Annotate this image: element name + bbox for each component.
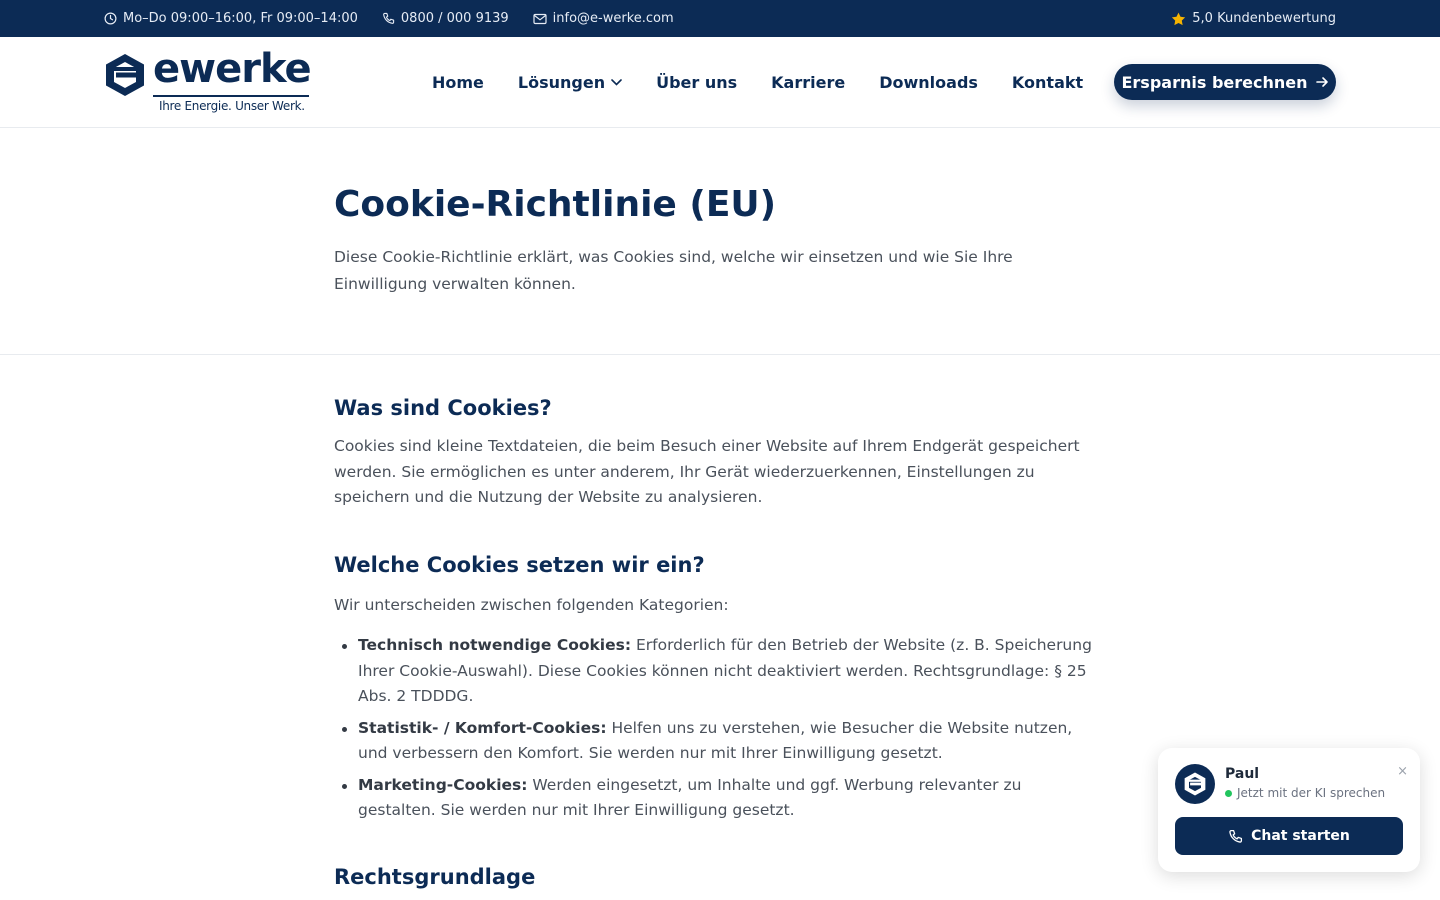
close-icon[interactable]: ×	[1397, 764, 1408, 779]
top-info-bar	[0, 0, 1440, 37]
nav-item-label: Lösungen	[517, 73, 606, 92]
cta-label: Ersparnis berechnen	[1121, 72, 1308, 92]
section-intro-which: Wir unterscheiden zwischen folgenden Kategorien:	[334, 596, 729, 614]
list-item	[358, 773, 1104, 824]
opening-hours	[104, 11, 358, 26]
page-title: Cookie-Richtlinie (EU)	[334, 184, 777, 225]
savings-calculator-button[interactable]	[1114, 64, 1336, 100]
list-item	[358, 716, 1104, 767]
arrow-right-icon	[1316, 76, 1329, 88]
agent-status	[1225, 786, 1385, 800]
nav-item-label: Kontakt	[1011, 73, 1084, 92]
nav-item-kontakt[interactable]	[1012, 73, 1083, 92]
nav-item-label: Home	[432, 73, 484, 92]
phone-link[interactable]	[382, 11, 509, 26]
list-item-term: Marketing-Cookies:	[358, 775, 528, 794]
email-link[interactable]	[533, 11, 674, 26]
brand-logo[interactable]	[103, 46, 313, 116]
agent-name: Paul	[1225, 766, 1260, 782]
brand-tagline: Ihre Energie. Unser Werk.	[159, 99, 305, 113]
section-body-what: Cookies sind kleine Textdateien, die beim Besuch einer Website auf Ihrem Endgerät gespeichert werden. Sie ermöglichen es unter anderem, Ihr Gerät wiederzuerkennen, Einstellungen zu speichern und die Nutzung der Website zu analysieren.	[334, 437, 1080, 506]
logo-mark-icon	[103, 52, 147, 98]
list-item-term: Technisch notwendige Cookies:	[358, 636, 632, 654]
logo-mark-icon	[1183, 771, 1207, 797]
nav-item-downloads[interactable]	[879, 73, 978, 92]
customer-rating	[1171, 0, 1336, 37]
opening-hours-text: Mo–Do 09:00–16:00, Fr 09:00–14:00	[123, 11, 358, 26]
contact-info	[104, 0, 698, 37]
list-item-text: Helfen uns zu verstehen, wie Besucher die Website nutzen, und verbessern den Komfort. Sie werden nur mit Ihrer Einwilligung gesetzt.	[358, 718, 1073, 762]
nav-item-label: Über uns	[656, 73, 738, 92]
page-hero	[0, 128, 1440, 355]
nav-item-label: Downloads	[879, 73, 978, 92]
site-header	[0, 37, 1440, 128]
chevron-down-icon	[611, 79, 622, 86]
rating-text: 5,0 Kundenbewertung	[1192, 11, 1336, 26]
section-heading-which: Welche Cookies setzen wir ein?	[334, 553, 705, 577]
list-item-text: Erforderlich für den Betrieb der Website (z. B. Speicherung Ihrer Cookie-Auswahl). Diese Cookies können nicht deaktiviert werden. Rechtsgrundlage: § 25 Abs. 2 TDDDG.	[358, 636, 1092, 705]
nav-item-label: Karriere	[771, 73, 846, 92]
brand-name: ewerke	[153, 46, 311, 92]
clock-icon	[104, 12, 117, 25]
main-nav	[432, 37, 1117, 128]
agent-status-text: Jetzt mit der KI sprechen	[1237, 786, 1386, 800]
mail-icon	[533, 13, 547, 25]
chat-widget	[1158, 748, 1420, 872]
nav-item-ueber-uns[interactable]	[656, 73, 737, 92]
section-heading-legal: Rechtsgrundlage	[334, 865, 536, 889]
list-item-text: Werden eingesetzt, um Inhalte und ggf. Werbung relevanter zu gestalten. Sie werden nur mit Ihrer Einwilligung gesetzt.	[358, 775, 1022, 819]
list-item-term: Statistik- / Komfort-Cookies:	[358, 718, 607, 737]
cookie-category-list	[358, 633, 1104, 830]
page-intro: Diese Cookie-Richtlinie erklärt, was Cookies sind, welche wir einsetzen und wie Sie Ihre Einwilligung verwalten können.	[334, 248, 1013, 293]
phone-icon	[1228, 829, 1243, 844]
phone-icon	[382, 12, 395, 25]
nav-item-karriere[interactable]	[771, 73, 845, 92]
start-chat-button[interactable]	[1175, 817, 1403, 855]
online-dot-icon	[1225, 790, 1232, 797]
star-icon	[1171, 12, 1186, 26]
section-heading-what: Was sind Cookies?	[334, 396, 552, 420]
phone-number: 0800 / 000 9139	[400, 11, 509, 26]
avatar	[1175, 764, 1215, 804]
logo-underline	[153, 95, 309, 97]
nav-item-home[interactable]	[432, 73, 484, 92]
nav-item-loesungen[interactable]	[518, 73, 622, 92]
email-address: info@e-werke.com	[552, 11, 674, 26]
start-chat-label: Chat starten	[1251, 828, 1350, 844]
list-item	[358, 633, 1104, 710]
